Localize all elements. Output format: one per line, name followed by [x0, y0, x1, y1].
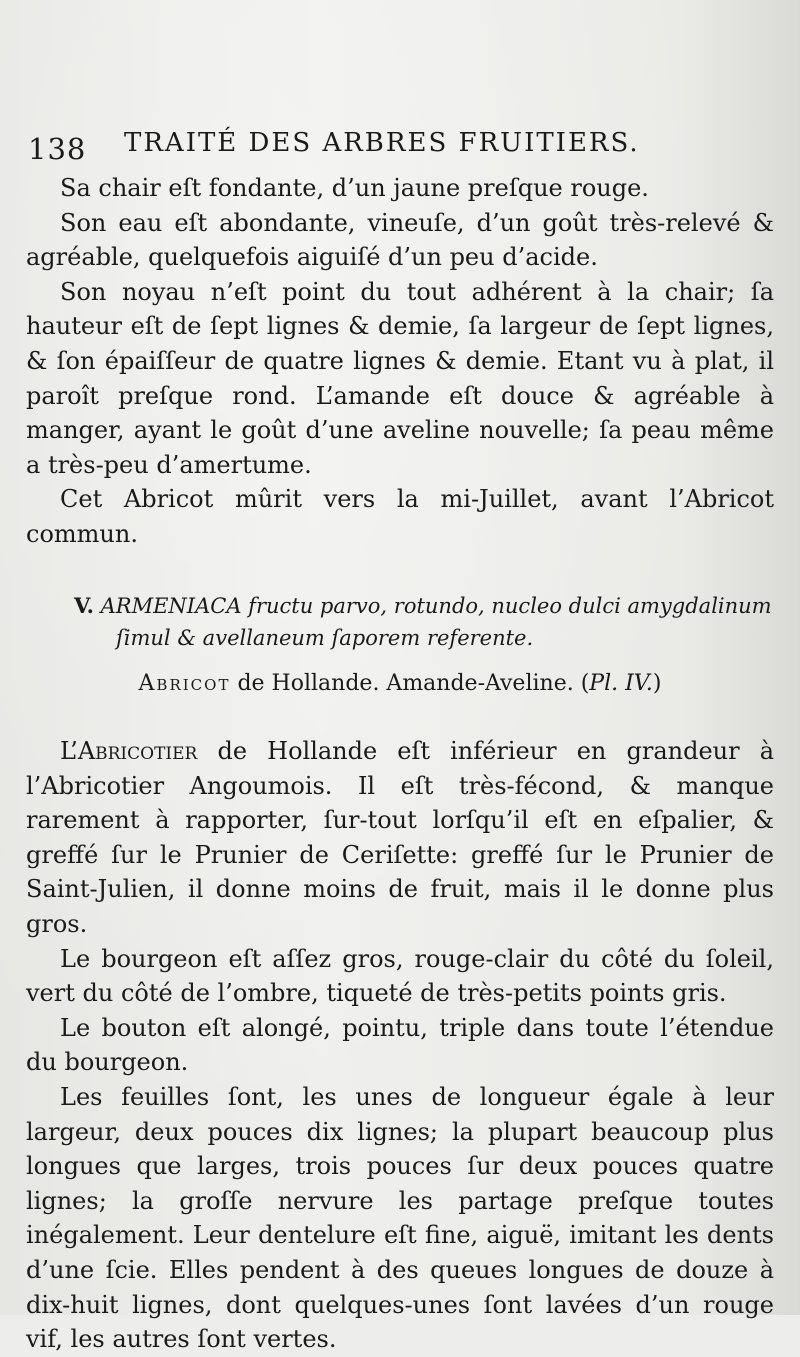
paragraph-bouton: Le bouton eſt alongé, pointu, triple dans toute l’étendue du bourgeon.: [26, 1013, 774, 1077]
plate-reference: Pl. IV.: [589, 671, 653, 696]
paragraph-maturite: Cet Abricot mûrit vers la mi-Juillet, avant l’Abricot commun.: [26, 485, 774, 548]
latin-text-1: ARMENIACA fructu parvo, rotundo, nucleo dulci amygdalinum: [100, 594, 772, 618]
lead-word: L’Abricotier: [60, 737, 198, 765]
paragraph-feuilles: Les feuilles ſont, les unes de longueur égale à leur largeur, deux pouces dix lignes; la plupart beaucoup plus longues que larges, trois pouces ſur deux pouces quatre lignes; la groſſe nervure les partage preſque toutes inégalement. Leur dentelure eſt fine, aiguë, imitant les dents d’une ſcie. Elles pendent à des queues longues de douze à dix-huit lignes, dont quelques-unes ſont lavées d’un rouge vif, les autres ſont vertes.: [26, 1082, 774, 1354]
species-french-name: [26, 671, 774, 696]
paragraph-bourgeon: Le bourgeon eſt aſſez gros, rouge-clair du côté du ſoleil, vert du côté de l’ombre, tiqueté de très-petits points gris.: [26, 944, 774, 1008]
paragraph-eau: Son eau eſt abondante, vineuſe, d’un goût très-relevé & agréable, quelquefois aiguiſé d’un peu d’acide.: [26, 208, 774, 272]
paragraph-abricotier-text: de Hollande eſt inférieur en grandeur à l’Abricotier Angoumois. Il eſt très-fécond, & manque rarement à rapporter, ſur-tout lorſqu’il eſt en eſpalier, & greffé ſur le Prunier de Ceriſette: greffé ſur le Prunier de Saint-Julien, il donne moins de fruit, mais il le donne plus gros.: [26, 737, 774, 938]
subtitle-rest: de Hollande. Amande-Aveline. (: [230, 671, 590, 696]
page-header: [28, 128, 668, 168]
paragraph-chair: Sa chair eſt fondante, d’un jaune preſque rouge.: [60, 174, 649, 202]
page-number: 138: [28, 132, 87, 166]
running-title: TRAITÉ DES ARBRES FRUITIERS.: [124, 128, 640, 158]
paragraph-noyau: Son noyau n’eſt point du tout adhérent à la chair; ſa hauteur eſt de ſept lignes & demie, ſa largeur de ſept lignes, & ſon épaiſſeur de quatre lignes & demie. Etant vu à plat, il paroît preſque rond. L’amande eſt douce & agréable à manger, ayant le goût d’une aveline nouvelle; ſa peau même a très-peu d’amertume.: [26, 277, 774, 479]
text-block-top: [26, 171, 774, 552]
subtitle-close: ): [652, 671, 662, 696]
latin-line-1: [26, 590, 774, 622]
species-number: V.: [74, 593, 94, 618]
paragraph-abricotier: [26, 734, 774, 942]
species-latin-name: [26, 590, 774, 654]
latin-line-2: ſimul & avellaneum ſaporem referente.: [116, 626, 534, 650]
text-block-bottom: [26, 734, 774, 1357]
subtitle-name: Abricot: [138, 671, 231, 696]
